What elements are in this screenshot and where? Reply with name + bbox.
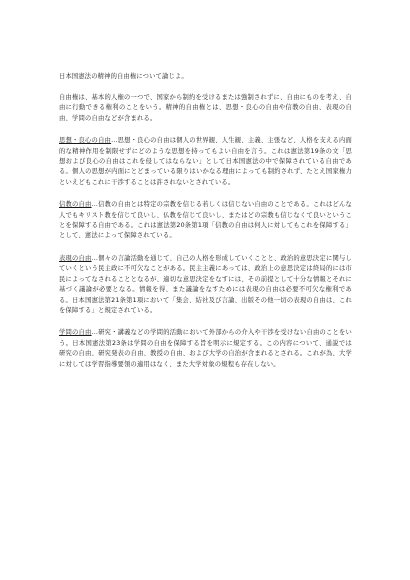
- section-body: …個々の言論活動を通じて、自己の人格を形成していくことと、政治的意思決定に関与していくという民主政に不可欠なことがある。民主主義にあっては、政治上の意思決定は終局的には市民によってなされることとなるが、適切な意思決定をなすには、その前提として十分な情報とそれに基づく議論が必要となる。情報を得、また議論をなすためには表現の自由は必要不可欠な権利である。日本国憲法第21条第1項において「集会、結社及び言論、出版その他一切の表現の自由は、これを保障する」と規定されている。: [59, 254, 353, 314]
- section-religion: [59, 200, 352, 242]
- section-expression: [59, 254, 352, 316]
- section-term: 思想・良心の自由: [59, 137, 112, 145]
- section-academic: [59, 328, 352, 370]
- section-body: …思想・良心の自由は個人の世界観、人生観、主義、主張など、人格を支える内面的な精神作用を制限せずにどのような思想を持ってもよい自由を言う。これは憲法第19条の文「思想および良心の自由はこれを侵してはならない」として日本国憲法の中で保障されている自由である。個人の思想が内面にとどまっている限りはいかなる理由によっても制約されず、たとえ国家権力といえどもこれに干渉することは許されないとされている。: [59, 137, 352, 186]
- intro-paragraph: 自由権は、基本的人権の一つで、国家から制約を受けるまたは強制されずに、自由にものを考え、自由に行動できる権利のことをいう。精神的自由権とは、思想・良心の自由や信教の自由、表現の自由、学問の自由などが含まれる。: [59, 94, 352, 122]
- section-thought-conscience: [59, 136, 352, 188]
- section-term: 学問の自由: [59, 329, 92, 337]
- section-body: …研究・講義などの学問的活動において外部からの介入や干渉を受けない自由のことをいう。日本国憲法第23条は学問の自由を保障する旨を明示に規定する。この内容について、通説では研究の自由、研究発表の自由、教授の自由、および大学の自治が含まれるとされる。これが為、大学に対しては学習指導要領の適用はなく、また大学対象の規程も存在しない。: [59, 329, 353, 368]
- section-body: …信教の自由とは特定の宗教を信じる若しくは信じない自由のことである。これはどんな人でもキリスト教を信じて良いし、仏教を信じて良いし、またはどの宗教も信じなくて良いということを保障する自由である。これは憲法第20条第1項「信教の自由は何人に対してもこれを保障する」として、憲法によって保障されている。: [59, 201, 353, 240]
- document-title: 日本国憲法の精神的自由権について論じよ。: [59, 73, 188, 80]
- section-term: 信教の自由: [59, 201, 92, 209]
- section-term: 表現の自由: [59, 254, 92, 262]
